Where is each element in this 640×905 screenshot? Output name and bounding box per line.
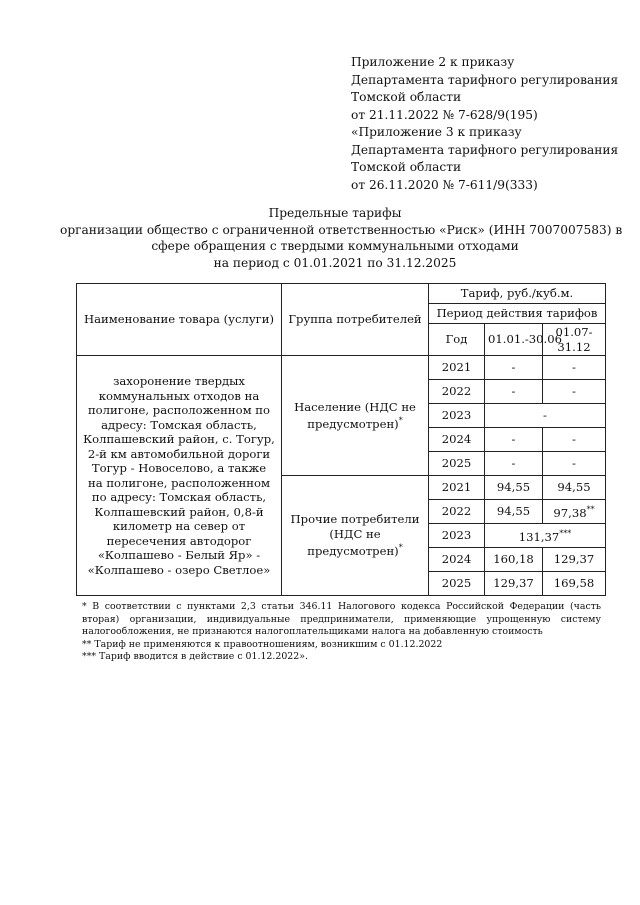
appendix-2-line: от 26.11.2020 № 7-611/9(333)	[351, 177, 538, 192]
appendix-1-line: Приложение 2 к приказу	[351, 55, 515, 69]
appendix-1-line: Томской области	[351, 90, 462, 104]
footnote-mark: ***	[559, 528, 572, 538]
tariff-cell: -	[485, 428, 543, 452]
tariff-cell-merged: -	[485, 404, 606, 428]
header-tariff-unit: Тариф, руб./куб.м.	[429, 284, 606, 304]
appendix-reference-2	[351, 124, 621, 194]
tariff-cell: -	[485, 452, 543, 476]
header-first-half: 01.01.-30.06	[485, 324, 543, 356]
tariff-cell: 94,55	[543, 476, 606, 500]
tariff-cell: -	[543, 380, 606, 404]
group-2-label: Прочие потребители (НДС не предусмотрен)	[290, 512, 420, 559]
year-cell: 2024	[429, 428, 485, 452]
group-1-footnote-mark: *	[398, 416, 403, 426]
footnote-vat: * В соответствии с пунктами 2,3 статьи 346.11 Налогового кодекса Российской Федерации (часть вторая) организации, индивидуальные предприниматели, применяющие упрощенную систему налогообложения, не признаются налогоплательщиками налога на добавленную стоимость	[82, 601, 601, 638]
footnote-effective-date: *** Тариф вводится в действие с 01.12.2022».	[82, 651, 308, 663]
group-1-label: Население (НДС не предусмотрен)	[294, 399, 416, 431]
tariff-cell: -	[543, 356, 606, 380]
tariff-cell: -	[543, 428, 606, 452]
consumer-group-other	[282, 476, 429, 596]
year-cell: 2022	[429, 500, 485, 524]
tariff-cell: 129,37	[485, 572, 543, 596]
tariff-value: 97,38	[553, 505, 587, 520]
year-cell: 2022	[429, 380, 485, 404]
year-cell: 2021	[429, 356, 485, 380]
tariff-table	[76, 283, 606, 596]
footnote-mark: **	[586, 504, 595, 514]
tariff-cell: 169,58	[543, 572, 606, 596]
year-cell: 2023	[429, 524, 485, 548]
tariff-cell: -	[485, 380, 543, 404]
tariff-value: 131,37	[518, 529, 560, 544]
appendix-1-line: Департамента тарифного регулирования	[351, 72, 619, 87]
header-consumer-group: Группа потребителей	[282, 284, 429, 356]
header-year: Год	[429, 324, 485, 356]
tariff-cell	[543, 500, 606, 524]
footnotes	[82, 601, 601, 664]
year-cell: 2025	[429, 452, 485, 476]
title-line: Предельные тарифы	[268, 206, 402, 220]
tariff-cell: -	[485, 356, 543, 380]
group-2-footnote-mark: *	[398, 543, 403, 553]
tariff-cell: 129,37	[543, 548, 606, 572]
year-cell: 2023	[429, 404, 485, 428]
appendix-2-line: Департамента тарифного регулирования	[351, 142, 619, 157]
year-cell: 2024	[429, 548, 485, 572]
tariff-cell-merged	[485, 524, 606, 548]
document-title	[60, 205, 623, 271]
year-cell: 2021	[429, 476, 485, 500]
header-period: Период действия тарифов	[429, 304, 606, 324]
tariff-cell: -	[543, 452, 606, 476]
tariff-cell: 160,18	[485, 548, 543, 572]
header-service-name: Наименование товара (услуги)	[77, 284, 282, 356]
appendix-2-line: «Приложение 3 к приказу	[351, 125, 522, 139]
appendix-1-line: от 21.11.2022 № 7-628/9(195)	[351, 107, 538, 122]
title-line: на период с 01.01.2021 по 31.12.2025	[213, 255, 457, 270]
year-cell: 2025	[429, 572, 485, 596]
header-second-half: 01.07-31.12	[543, 324, 606, 356]
service-description: захоронение твердых коммунальных отходов на полигоне, расположенном по адресу: Томская область, Колпашевский район, с. Тогур, 2-й км автомобильной дороги Тогур - Новоселово, а также на полигоне, расположенном по адресу: Томская область, Колпашевский район, 0,8-й километр на север от пересечения автодорог «Колпашево - Белый Яр» - «Колпашево - озеро Светлое»	[77, 356, 282, 596]
title-line: организации общество с ограниченной ответственностью «Риск» (ИНН 7007007583) в	[60, 222, 623, 237]
footnote-tariff-applicability: ** Тариф не применяются к правоотношениям, возникшим с 01.12.2022	[82, 638, 443, 650]
appendix-reference-1	[351, 54, 621, 124]
consumer-group-population	[282, 356, 429, 476]
tariff-cell: 94,55	[485, 476, 543, 500]
title-line: сфере обращения с твердыми коммунальными отходами	[151, 239, 519, 253]
tariff-cell: 94,55	[485, 500, 543, 524]
appendix-2-line: Томской области	[351, 160, 462, 174]
